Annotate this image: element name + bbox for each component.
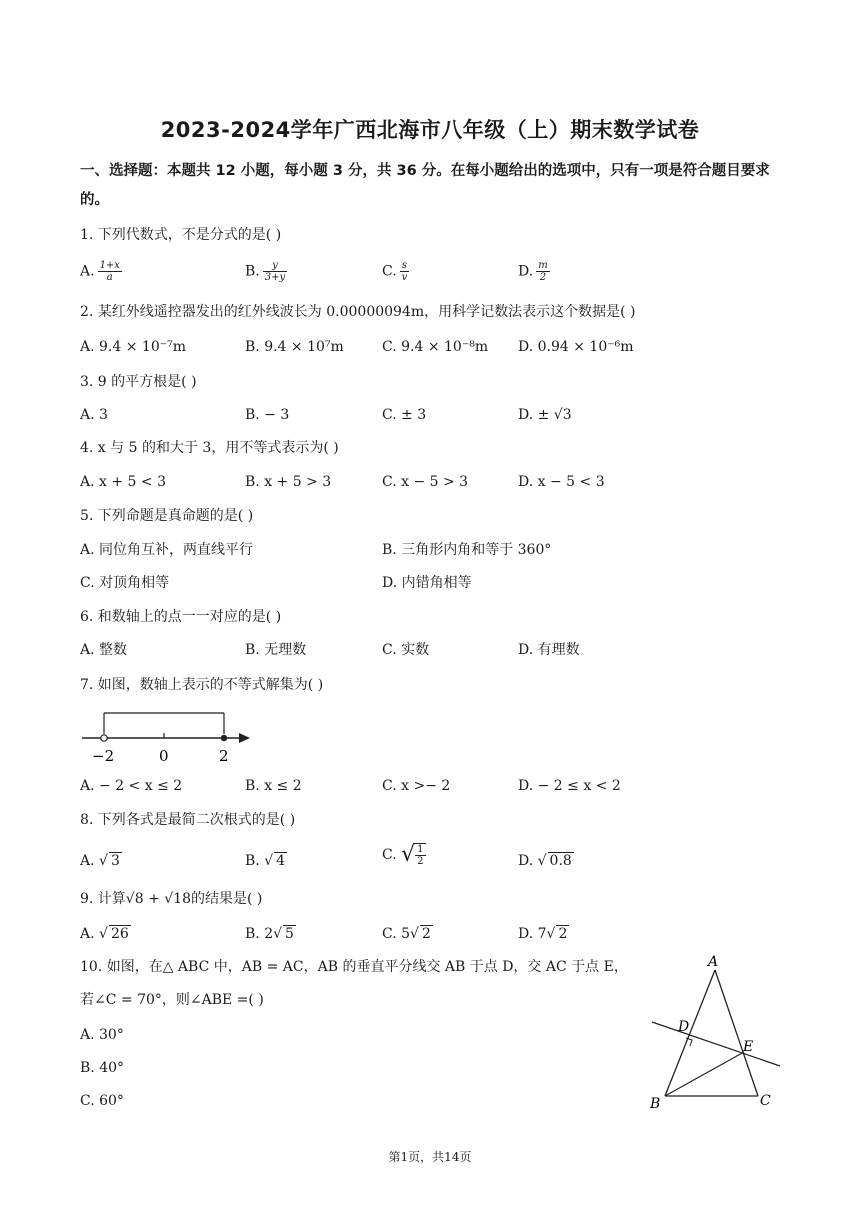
q4-option-c: C. x − 5 > 3 — [382, 474, 469, 490]
q2-option-c: C. 9.4 × 10⁻⁸m — [382, 339, 489, 355]
q10-option-c: C. 60° — [80, 1093, 124, 1109]
q5-option-c: C. 对顶角相等 — [80, 575, 170, 591]
question-10-line2: 若∠C = 70°，则∠ABE =( ) — [80, 992, 264, 1008]
label-a: A — [708, 954, 719, 970]
q10-option-b: B. 40° — [80, 1060, 125, 1076]
question-6: 6. 和数轴上的点一一对应的是( ) — [80, 609, 282, 625]
question-2: 2. 某红外线遥控器发出的红外线波长为 0.00000094m，用科学记数法表示这个数据是( ) — [80, 304, 636, 320]
q2-option-d: D. 0.94 × 10⁻⁶m — [518, 339, 634, 355]
q3-option-b: B. − 3 — [245, 407, 290, 423]
q8-option-a: A. √ 3 — [80, 853, 120, 869]
side-ac — [715, 970, 758, 1096]
tick-label-0: 0 — [159, 747, 169, 765]
label-b: B — [650, 1096, 661, 1112]
q8-option-b: B. √ 4 — [245, 853, 286, 869]
q1-option-c: C. $\frac{s}{v}$ — [382, 260, 408, 283]
triangle-figure — [640, 948, 790, 1116]
q3-option-a: A. 3 — [80, 407, 108, 423]
q6-option-a: A. 整数 — [80, 642, 128, 658]
page-title: 2023-2024学年广西北海市八年级（上）期末数学试卷 — [160, 118, 700, 142]
side-ab — [665, 970, 715, 1096]
q9-option-b: B. 2√ 5 — [245, 926, 294, 942]
question-4: 4. x 与 5 的和大于 3，用不等式表示为( ) — [80, 440, 339, 456]
q2-option-a: A. 9.4 × 10⁻⁷m — [80, 339, 186, 355]
closed-point-2 — [221, 735, 227, 741]
q9-option-a: A. √ 26 — [80, 926, 129, 942]
q1-option-a: A. $\frac{1+x}{a}$ — [80, 260, 120, 283]
q3-option-c: C. ± 3 — [382, 407, 427, 423]
question-9: 9. 计算√8 + √18的结果是( ) — [80, 891, 263, 907]
question-7: 7. 如图，数轴上表示的不等式解集为( ) — [80, 677, 324, 693]
perpendicular-bisector — [652, 1022, 780, 1066]
q6-option-d: D. 有理数 — [518, 642, 580, 658]
question-1: 1. 下列代数式，不是分式的是( ) — [80, 227, 282, 243]
question-10-line1: 10. 如图，在△ ABC 中，AB = AC，AB 的垂直平分线交 AB 于点 D，交 AC 于点 E， — [80, 959, 628, 975]
axis-arrow — [239, 733, 250, 743]
q5-option-d: D. 内错角相等 — [382, 575, 472, 591]
page-footer: 第1页，共14页 — [388, 1150, 472, 1164]
label-c: C — [760, 1093, 771, 1109]
label-d: D — [678, 1019, 690, 1035]
q2-option-b: B. 9.4 × 10⁷m — [245, 339, 344, 355]
q10-option-a: A. 30° — [80, 1027, 124, 1043]
q9-option-d: D. 7√ 2 — [518, 926, 568, 942]
q4-option-a: A. x + 5 < 3 — [80, 474, 166, 490]
q7-option-c: C. x >− 2 — [382, 778, 451, 794]
q7-option-a: A. − 2 < x ≤ 2 — [80, 778, 183, 794]
section-heading: 一、选择题：本题共 12 小题，每小题 3 分，共 36 分。在每小题给出的选项中，只有一项是符合题目要求的。 — [80, 163, 770, 208]
open-point-neg2 — [101, 735, 107, 741]
q7-option-d: D. − 2 ≤ x < 2 — [518, 778, 621, 794]
q4-option-d: D. x − 5 < 3 — [518, 474, 605, 490]
q1-option-d: D. $\frac{m}{2}$ — [518, 260, 548, 283]
question-3: 3. 9 的平方根是( ) — [80, 374, 197, 390]
q7-option-b: B. x ≤ 2 — [245, 778, 302, 794]
q6-option-c: C. 实数 — [382, 642, 430, 658]
q9-option-c: C. 5√ 2 — [382, 926, 431, 942]
q5-option-a: A. 同位角互补，两直线平行 — [80, 542, 254, 558]
question-5: 5. 下列命题是真命题的是( ) — [80, 508, 254, 524]
q3-option-d: D. ± √3 — [518, 407, 572, 423]
q4-option-b: B. x + 5 > 3 — [245, 474, 332, 490]
q6-option-b: B. 无理数 — [245, 642, 307, 658]
q8-option-c: C. √ $\frac{1}{2}$ — [382, 842, 424, 867]
q5-option-b: B. 三角形内角和等于 360° — [382, 542, 552, 558]
label-e: E — [743, 1039, 754, 1055]
q1-option-b: B. $\frac{y}{3+y}$ — [245, 260, 286, 283]
q8-option-d: D. √ 0.8 — [518, 853, 572, 869]
tick-label-2: 2 — [219, 747, 229, 765]
tick-label-neg2: −2 — [92, 747, 115, 765]
question-8: 8. 下列各式是最简二次根式的是( ) — [80, 812, 296, 828]
segment-be — [665, 1052, 744, 1096]
number-line-figure — [80, 704, 260, 766]
